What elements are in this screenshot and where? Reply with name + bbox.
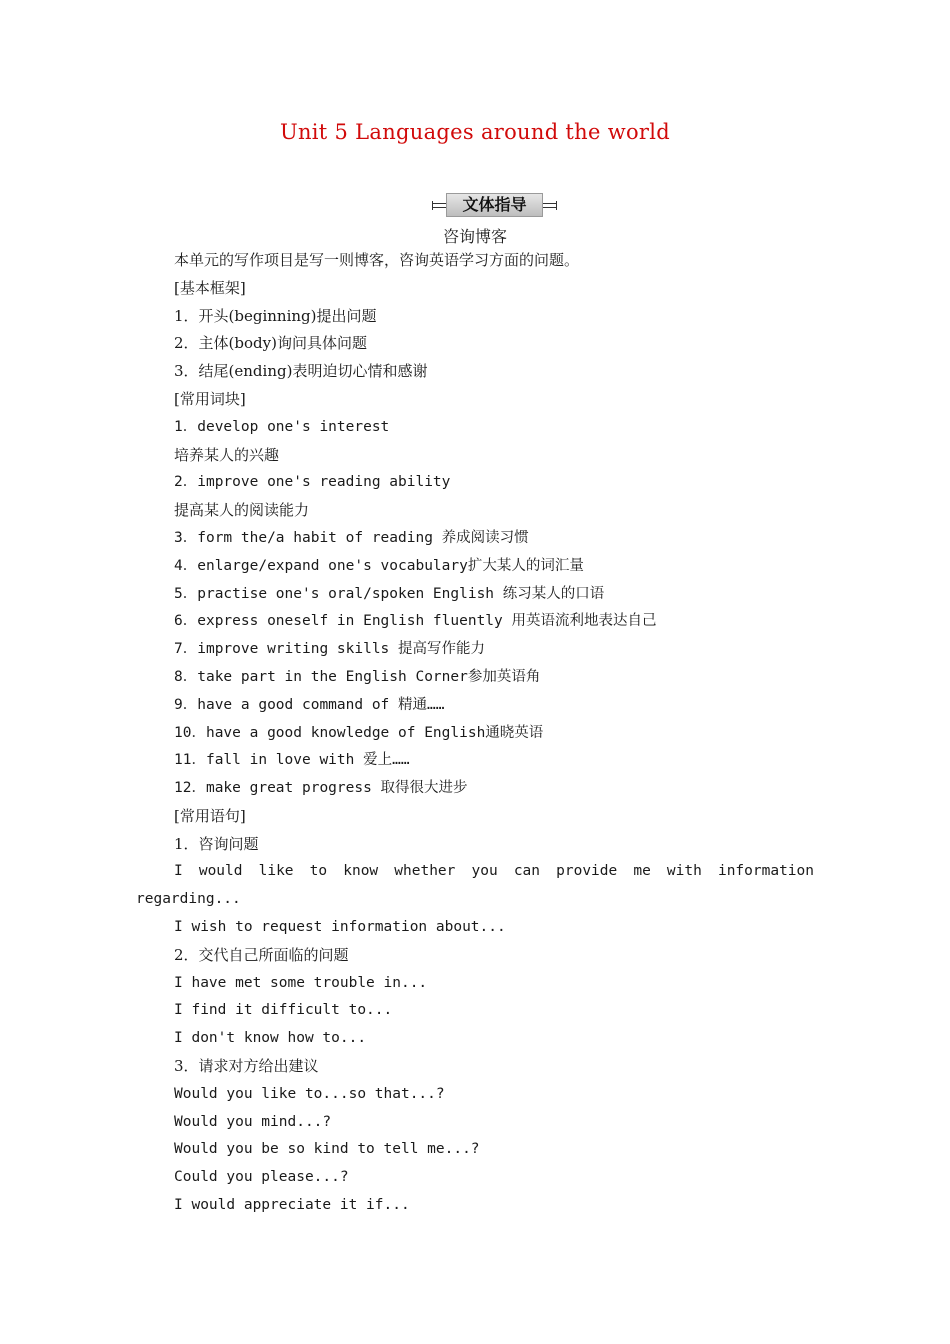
section-banner (432, 193, 557, 217)
text-line: 2．主体(body)询问具体问题 (174, 334, 367, 353)
banner-cap (556, 201, 557, 210)
section-subtitle: 咨询博客 (442, 227, 507, 246)
text-line: 1．develop one's interest (174, 418, 390, 435)
text-line: 6．express oneself in English fluently 用英语流利地表达自己 (174, 613, 657, 630)
text-line: 12．make great progress 取得很大进步 (174, 780, 468, 797)
text-line: Would you mind...? (174, 1113, 332, 1130)
text-line: 5．practise one's oral/spoken English 练习某人的口语 (174, 585, 605, 602)
text-line: 1．开头(beginning)提出问题 (174, 306, 377, 325)
paragraph-wrap: regarding... (136, 891, 241, 907)
banner-cap (432, 201, 433, 210)
text-line: I would appreciate it if... (174, 1197, 410, 1213)
text-line: 本单元的写作项目是写一则博客，咨询英语学习方面的问题。 (174, 251, 580, 269)
text-line: 2．交代自己所面临的问题 (174, 945, 349, 964)
text-line: 7．improve writing skills 提高写作能力 (174, 641, 486, 658)
text-line: 11．fall in love with 爱上…… (174, 752, 410, 769)
text-line: 3．form the/a habit of reading 养成阅读习惯 (174, 530, 529, 546)
text-line: 提高某人的阅读能力 (174, 501, 310, 520)
banner-label: 文体指导 (446, 193, 543, 217)
text-line: 3．请求对方给出建议 (174, 1057, 319, 1075)
text-line: Would you be so kind to tell me...? (174, 1141, 480, 1158)
text-line: 4．enlarge/expand one's vocabulary扩大某人的词汇量 (174, 557, 584, 574)
text-line: I have met some trouble in... (174, 974, 428, 991)
paragraph-line: I would like to know whether you can provide me with information (174, 863, 814, 879)
text-line: Would you like to...so that...? (174, 1085, 445, 1102)
text-line: 9．have a good command of 精通…… (174, 696, 445, 713)
text-line: [常用词块] (174, 390, 246, 408)
text-line: [常用语句] (174, 807, 246, 825)
text-line: 培养某人的兴趣 (174, 445, 280, 464)
text-line: I wish to request information about... (174, 919, 506, 935)
page-title: Unit 5 Languages around the world (279, 120, 671, 144)
text-line: I don't know how to... (174, 1030, 367, 1047)
text-line: 2．improve one's reading ability (174, 474, 451, 491)
text-line: 3．结尾(ending)表明迫切心情和感谢 (174, 362, 428, 381)
text-line: 10．have a good knowledge of English通晓英语 (174, 724, 544, 741)
text-line: 1．咨询问题 (174, 834, 259, 853)
text-line: 8．take part in the English Corner参加英语角 (174, 669, 541, 685)
text-line: [基本框架] (174, 278, 246, 297)
text-line: I find it difficult to... (174, 1002, 393, 1019)
text-line: Could you please...? (174, 1169, 349, 1186)
